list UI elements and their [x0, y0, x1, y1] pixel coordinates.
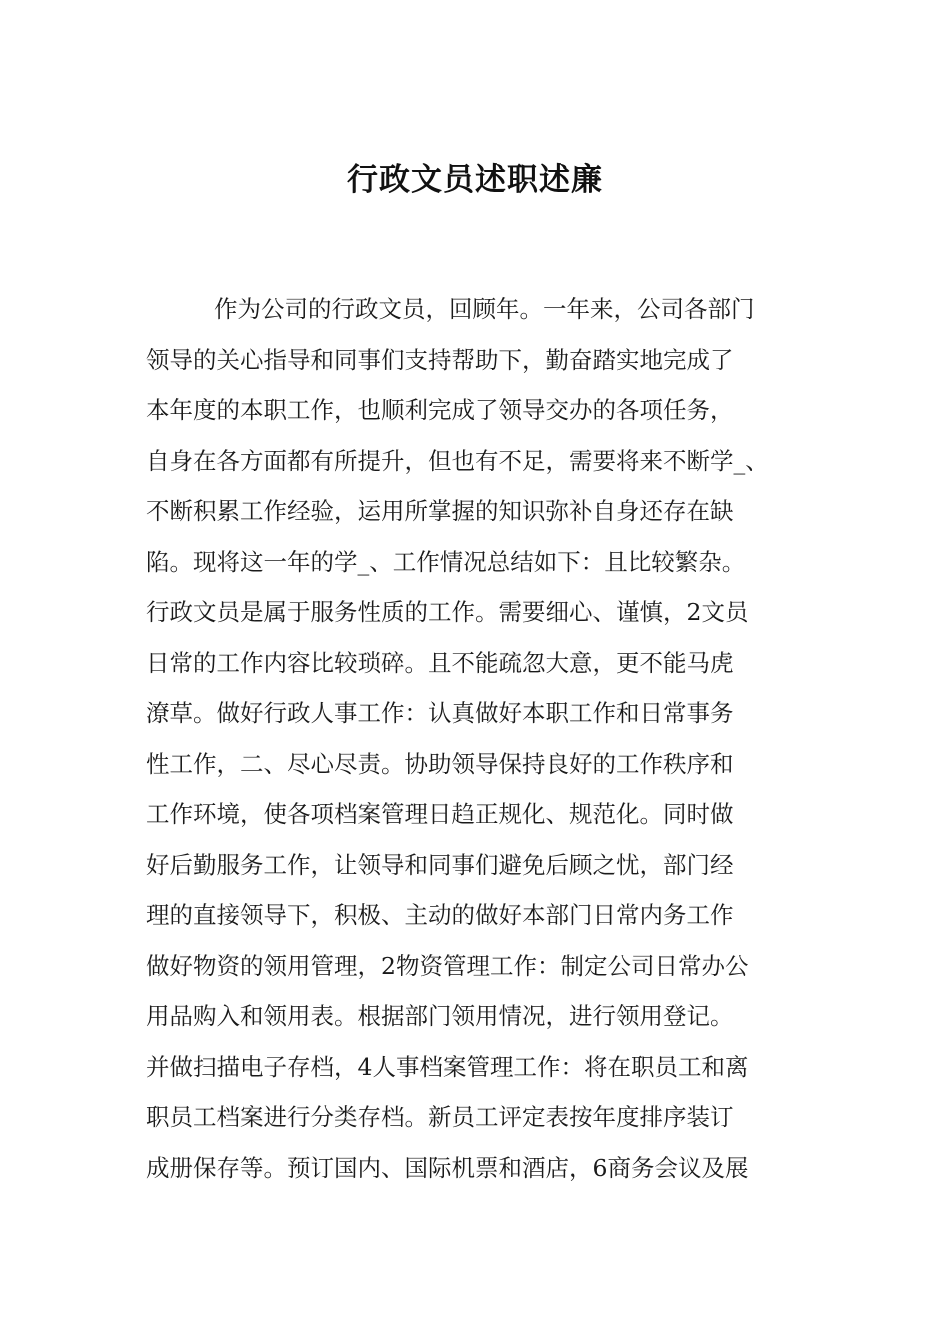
body-line: 理的直接领导下，积极、主动的做好本部门日常内务工作	[146, 901, 734, 929]
body-line: 性工作，二、尽心尽责。协助领导保持良好的工作秩序和	[146, 749, 734, 778]
body-line: 不断积累工作经验，运用所掌握的知识弥补自身还存在缺	[146, 497, 734, 525]
body-line: 成册保存等。预订国内、国际机票和酒店，6商务会议及展	[146, 1153, 749, 1182]
body-line: 做好物资的领用管理，2物资管理工作：制定公司日常办公	[146, 951, 749, 980]
body-line: 陷。现将这一年的学_、工作情况总结如下：且比较繁杂。	[146, 547, 746, 576]
body-line: 行政文员是属于服务性质的工作。需要细心、谨慎，2文员	[146, 598, 749, 626]
body-line: 工作环境，使各项档案管理日趋正规化、规范化。同时做	[146, 800, 734, 828]
body-line: 并做扫描电子存档，4人事档案管理工作：将在职员工和离	[146, 1052, 749, 1081]
body-line: 日常的工作内容比较琐碎。且不能疏忽大意，更不能马虎	[146, 648, 734, 677]
body-line: 好后勤服务工作，让领导和同事们避免后顾之忧，部门经	[146, 850, 734, 879]
document-body	[146, 284, 806, 1193]
body-line: 潦草。做好行政人事工作：认真做好本职工作和日常事务	[146, 699, 734, 727]
body-line: 职员工档案进行分类存档。新员工评定表按年度排序装订	[146, 1103, 734, 1131]
body-line: 自身在各方面都有所提升，但也有不足，需要将来不断学_、	[146, 446, 769, 475]
document-title: 行政文员述职述廉	[347, 162, 603, 198]
body-line: 作为公司的行政文员，回顾年。一年来，公司各部门	[214, 295, 755, 323]
body-line: 本年度的本职工作，也顺利完成了领导交办的各项任务，	[146, 396, 734, 424]
body-line: 用品购入和领用表。根据部门领用情况，进行领用登记。	[146, 1002, 734, 1030]
body-line: 领导的关心指导和同事们支持帮助下，勤奋踏实地完成了	[146, 345, 734, 374]
